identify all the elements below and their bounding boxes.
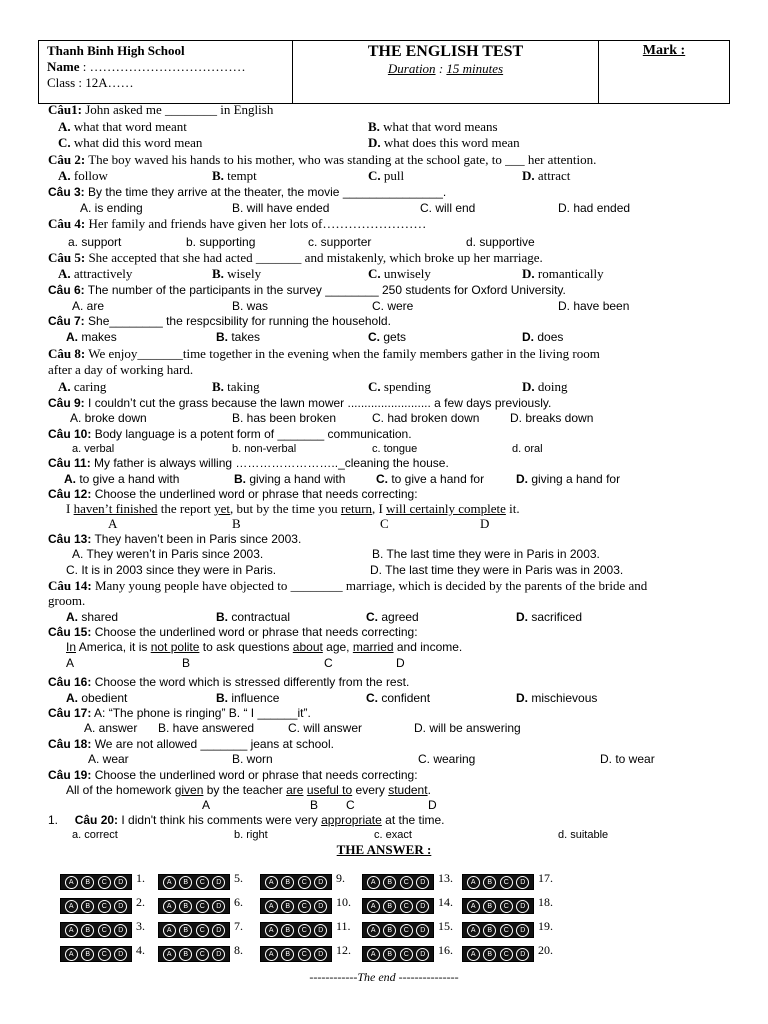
- q1-option-b: B. what that word means: [368, 119, 498, 134]
- answer-bubble[interactable]: B: [81, 900, 94, 913]
- answer-bubble[interactable]: C: [196, 876, 209, 889]
- q20-option-a: a. correct: [72, 829, 118, 841]
- q4-option-c: c. supporter: [308, 235, 372, 249]
- q13-option-c: C. It is in 2003 since they were in Paris.: [66, 563, 277, 577]
- answer-bubble[interactable]: A: [467, 948, 480, 961]
- answer-number: 3.: [136, 919, 145, 933]
- q4-option-b: b. supporting: [186, 235, 256, 249]
- q9-option-c: C. had broken down: [372, 411, 480, 425]
- question-2: Câu 2: The boy waved his hands to his mother, who was standing at the school gate, to ___ her attention.: [48, 152, 597, 167]
- answer-bubble[interactable]: D: [416, 876, 429, 889]
- answer-bubble[interactable]: D: [416, 948, 429, 961]
- q14-option-b: B. contractual: [216, 610, 291, 624]
- question-14: Câu 14: Many young people have objected to ________ marriage, which is decided by the parents of the bride and: [48, 578, 648, 593]
- answer-bubble[interactable]: B: [383, 876, 396, 889]
- answer-bubble-group[interactable]: [158, 898, 230, 914]
- answer-bubble[interactable]: D: [516, 948, 529, 961]
- q19-label-a: A: [202, 798, 211, 812]
- student-info: [39, 41, 293, 103]
- answer-bubble[interactable]: C: [98, 948, 111, 961]
- q10-option-b: b. non-verbal: [232, 443, 297, 455]
- name-line: Name : ………………………………: [47, 59, 246, 74]
- answer-bubble[interactable]: B: [179, 924, 192, 937]
- q17-option-d: D. will be answering: [414, 721, 521, 735]
- q12-label-a: A: [108, 516, 118, 531]
- question-5: Câu 5: She accepted that she had acted _______ and mistakenly, which broke up her marriage.: [48, 250, 543, 265]
- q3-option-a: A. is ending: [80, 201, 143, 215]
- answer-bubble-group[interactable]: [260, 946, 332, 962]
- answer-bubble-group[interactable]: [362, 946, 434, 962]
- q5-option-d: D. romantically: [522, 266, 604, 281]
- q6-option-d: D. have been: [558, 299, 630, 313]
- answer-bubble[interactable]: A: [163, 948, 176, 961]
- q9-option-b: B. has been broken: [232, 411, 337, 425]
- q15-label-d: D: [396, 656, 405, 670]
- question-14-cont: groom.: [48, 593, 86, 608]
- answer-bubble[interactable]: D: [314, 948, 327, 961]
- answer-bubble[interactable]: A: [265, 900, 278, 913]
- answer-bubble[interactable]: A: [163, 900, 176, 913]
- q20-option-d: d. suitable: [558, 829, 609, 841]
- answer-bubble-group[interactable]: [158, 874, 230, 890]
- answer-bubble[interactable]: C: [500, 876, 513, 889]
- q6-option-b: B. was: [232, 299, 269, 313]
- q17-option-b: B. have answered: [158, 721, 255, 735]
- answer-bubble[interactable]: D: [416, 900, 429, 913]
- q15-label-a: A: [66, 656, 75, 670]
- q2-option-d: D. attract: [522, 168, 571, 183]
- answer-bubble[interactable]: D: [212, 876, 225, 889]
- answer-number: 11.: [336, 919, 351, 933]
- answer-bubble[interactable]: B: [383, 948, 396, 961]
- answer-bubble[interactable]: D: [516, 876, 529, 889]
- answer-bubble[interactable]: C: [298, 948, 311, 961]
- q17-option-a: A. answer: [84, 721, 138, 735]
- title-cell: [293, 41, 599, 103]
- q9-option-a: A. broke down: [70, 411, 147, 425]
- class-line: Class : 12A……: [47, 75, 134, 90]
- q11-option-b: B. giving a hand with: [234, 472, 346, 486]
- answer-bubble[interactable]: A: [65, 876, 78, 889]
- answer-bubble[interactable]: D: [114, 900, 127, 913]
- q10-option-a: a. verbal: [72, 443, 115, 455]
- answer-bubble[interactable]: C: [196, 948, 209, 961]
- q12-label-b: B: [232, 516, 241, 531]
- answer-bubble[interactable]: B: [179, 900, 192, 913]
- q14-option-d: D. sacrificed: [516, 610, 583, 624]
- answer-bubble[interactable]: A: [163, 876, 176, 889]
- q9-option-d: D. breaks down: [510, 411, 594, 425]
- q16-option-b: B. influence: [216, 691, 280, 705]
- answer-bubble[interactable]: C: [500, 948, 513, 961]
- question-1: Câu1: John asked me ________ in English: [48, 102, 274, 117]
- school-name: Thanh Binh High School: [47, 43, 185, 58]
- answer-number: 7.: [234, 919, 243, 933]
- q1-option-a: A. what that word meant: [58, 119, 187, 134]
- question-3: Câu 3: By the time they arrive at the theater, the movie _______________.: [48, 185, 447, 199]
- q2-option-b: B. tempt: [212, 168, 257, 183]
- q15-sentence: In America, it is not polite to ask questions about age, married and income.: [66, 640, 463, 654]
- answer-bubble[interactable]: A: [367, 948, 380, 961]
- answer-bubble[interactable]: D: [314, 876, 327, 889]
- question-18: Câu 18: We are not allowed _______ jeans at school.: [48, 737, 334, 751]
- answer-number: 10.: [336, 895, 351, 909]
- q14-option-c: C. agreed: [366, 610, 419, 624]
- q18-option-b: B. worn: [232, 752, 273, 766]
- q18-option-c: C. wearing: [418, 752, 476, 766]
- q10-option-d: d. oral: [512, 443, 543, 455]
- q12-label-d: D: [480, 516, 490, 531]
- question-19: Câu 19: Choose the underlined word or phrase that needs correcting:: [48, 768, 418, 782]
- answer-bubble-group[interactable]: [260, 874, 332, 890]
- answer-number: 15.: [438, 919, 453, 933]
- answer-number: 13.: [438, 871, 453, 885]
- q2-option-a: A. follow: [58, 168, 108, 183]
- answer-number: 4.: [136, 943, 145, 957]
- answer-bubble[interactable]: C: [400, 876, 413, 889]
- end-text: ------------The end ---------------: [309, 970, 459, 984]
- q3-option-c: C. will end: [420, 201, 476, 215]
- answer-number: 16.: [438, 943, 453, 957]
- question-15: Câu 15: Choose the underlined word or phrase that needs correcting:: [48, 625, 418, 639]
- q14-option-a: A. shared: [66, 610, 119, 624]
- answer-bubble[interactable]: B: [383, 900, 396, 913]
- answer-bubble[interactable]: B: [81, 948, 94, 961]
- q18-option-d: D. to wear: [600, 752, 655, 766]
- q11-option-c: C. to give a hand for: [376, 472, 485, 486]
- answer-bubble[interactable]: A: [163, 924, 176, 937]
- answer-bubble[interactable]: A: [265, 924, 278, 937]
- answer-bubble[interactable]: B: [281, 948, 294, 961]
- q12-label-c: C: [380, 516, 389, 531]
- answer-number: 14.: [438, 895, 453, 909]
- answer-bubble-group[interactable]: [60, 922, 132, 938]
- question-4: Câu 4: Her family and friends have given her lots of……………………: [48, 216, 427, 231]
- answer-bubble[interactable]: A: [467, 924, 480, 937]
- answer-bubble[interactable]: A: [467, 900, 480, 913]
- answer-bubble[interactable]: B: [383, 924, 396, 937]
- q5-option-c: C. unwisely: [368, 266, 431, 281]
- answer-bubble-group[interactable]: [158, 946, 230, 962]
- q1-option-d: D. what does this word mean: [368, 135, 520, 150]
- q15-label-c: C: [324, 656, 333, 670]
- q13-option-a: A. They weren’t in Paris since 2003.: [72, 547, 264, 561]
- q7-option-d: D. does: [522, 330, 564, 344]
- answer-bubble-group[interactable]: [462, 874, 534, 890]
- answer-number: 17.: [538, 871, 553, 885]
- q8-option-a: A. caring: [58, 379, 107, 394]
- answer-bubble[interactable]: C: [98, 900, 111, 913]
- q20-option-b: b. right: [234, 829, 268, 841]
- q11-option-a: A. to give a hand with: [64, 472, 180, 486]
- answer-bubble[interactable]: A: [65, 948, 78, 961]
- answer-bubble-group[interactable]: [462, 922, 534, 938]
- q5-option-a: A. attractively: [58, 266, 133, 281]
- answer-bubble-group[interactable]: [462, 946, 534, 962]
- answer-bubble[interactable]: B: [179, 948, 192, 961]
- answer-number: 5.: [234, 871, 243, 885]
- answer-bubble[interactable]: A: [265, 876, 278, 889]
- answer-bubble[interactable]: C: [298, 876, 311, 889]
- answer-bubble-group[interactable]: [362, 922, 434, 938]
- answer-number: 9.: [336, 871, 345, 885]
- q2-option-c: C. pull: [368, 168, 405, 183]
- q13-option-d: D. The last time they were in Paris was in 2003.: [370, 563, 624, 577]
- q19-sentence: All of the homework given by the teacher are useful to every student.: [66, 783, 431, 797]
- question-9: Câu 9: I couldn’t cut the grass because the lawn mower ......................... a few days previously.: [48, 396, 552, 410]
- answer-bubble[interactable]: D: [314, 900, 327, 913]
- answer-bubble[interactable]: C: [298, 924, 311, 937]
- question-7: Câu 7: She________ the respсsibility for running the household.: [48, 314, 391, 328]
- answer-bubble[interactable]: D: [516, 924, 529, 937]
- q16-option-a: A. obedient: [66, 691, 128, 705]
- q7-option-c: C. gets: [368, 330, 407, 344]
- answer-bubble[interactable]: A: [65, 900, 78, 913]
- answer-bubble[interactable]: C: [500, 924, 513, 937]
- q8-option-c: C. spending: [368, 379, 431, 394]
- answer-bubble[interactable]: B: [179, 876, 192, 889]
- answer-bubble[interactable]: C: [98, 924, 111, 937]
- answer-number: 18.: [538, 895, 553, 909]
- q7-option-a: A. makes: [66, 330, 117, 344]
- answer-bubble[interactable]: C: [400, 948, 413, 961]
- answer-bubble[interactable]: D: [314, 924, 327, 937]
- q16-option-c: C. confident: [366, 691, 431, 705]
- answer-bubble[interactable]: D: [212, 948, 225, 961]
- answer-bubble[interactable]: A: [265, 948, 278, 961]
- answer-bubble-group[interactable]: [60, 874, 132, 890]
- q19-label-d: D: [428, 798, 437, 812]
- q12-sentence: I haven’t finished the report yet, but by the time you return, I will certainly complete it.: [66, 501, 520, 516]
- answer-bubble-group[interactable]: [362, 898, 434, 914]
- question-17: Câu 17: A: “The phone is ringing” B. “ I ______it”.: [48, 706, 311, 720]
- q11-option-d: D. giving a hand for: [516, 472, 621, 486]
- answer-bubble[interactable]: D: [212, 900, 225, 913]
- answer-bubble[interactable]: B: [483, 876, 496, 889]
- q6-option-c: C. were: [372, 299, 414, 313]
- answer-number: 19.: [538, 919, 553, 933]
- q17-option-c: C. will answer: [288, 721, 363, 735]
- question-13: Câu 13: They haven’t been in Paris since 2003.: [48, 532, 302, 546]
- answer-bubble[interactable]: A: [367, 900, 380, 913]
- answer-bubble-group[interactable]: [158, 922, 230, 938]
- test-title: THE ENGLISH TEST: [367, 43, 524, 60]
- answer-bubble-group[interactable]: [260, 922, 332, 938]
- duration: Duration : 15 minutes: [387, 61, 504, 76]
- answer-bubble[interactable]: B: [281, 924, 294, 937]
- answer-bubble[interactable]: A: [367, 924, 380, 937]
- mark-cell: Mark :: [642, 43, 686, 58]
- q7-option-b: B. takes: [216, 330, 261, 344]
- q4-option-d: d. supportive: [466, 235, 535, 249]
- q6-option-a: A. are: [72, 299, 105, 313]
- question-11: Câu 11: My father is always willing …………………….._cleaning the house.: [48, 456, 449, 470]
- question-16: Câu 16: Choose the word which is stressed differently from the rest.: [48, 675, 410, 689]
- q20-option-c: c. exact: [374, 829, 412, 841]
- answer-bubble[interactable]: D: [416, 924, 429, 937]
- q15-label-b: B: [182, 656, 191, 670]
- answer-bubble[interactable]: B: [81, 876, 94, 889]
- answer-bubble[interactable]: B: [281, 900, 294, 913]
- answer-number: 1.: [136, 871, 145, 885]
- answer-bubble[interactable]: D: [212, 924, 225, 937]
- answer-bubble[interactable]: D: [114, 948, 127, 961]
- answer-bubble-group[interactable]: [362, 874, 434, 890]
- q18-option-a: A. wear: [88, 752, 129, 766]
- q10-option-c: c. tongue: [372, 443, 418, 455]
- question-10: Câu 10: Body language is a potent form of _______ communication.: [48, 427, 412, 441]
- q4-option-a: a. support: [68, 235, 122, 249]
- q8-option-b: B. taking: [212, 379, 260, 394]
- answer-title: THE ANSWER :: [336, 842, 432, 857]
- q8-option-d: D. doing: [522, 379, 568, 394]
- answer-bubble[interactable]: C: [400, 924, 413, 937]
- question-20: 1. Câu 20: I didn't think his comments were very appropriate at the time.: [48, 813, 445, 827]
- q1-option-c: C. what did this word mean: [58, 135, 203, 150]
- answer-bubble[interactable]: A: [65, 924, 78, 937]
- answer-number: 6.: [234, 895, 243, 909]
- answer-bubble[interactable]: D: [114, 876, 127, 889]
- answer-bubble[interactable]: C: [98, 876, 111, 889]
- answer-bubble[interactable]: B: [281, 876, 294, 889]
- answer-bubble[interactable]: B: [81, 924, 94, 937]
- answer-bubble[interactable]: B: [483, 948, 496, 961]
- answer-number: 2.: [136, 895, 145, 909]
- q3-option-d: D. had ended: [558, 201, 631, 215]
- answer-bubble-group[interactable]: [260, 898, 332, 914]
- answer-bubble[interactable]: A: [467, 876, 480, 889]
- answer-bubble[interactable]: C: [400, 900, 413, 913]
- answer-bubble-group[interactable]: [60, 946, 132, 962]
- answer-number: 20.: [538, 943, 553, 957]
- answer-number: 12.: [336, 943, 351, 957]
- answer-bubble[interactable]: D: [114, 924, 127, 937]
- answer-bubble-group[interactable]: [462, 898, 534, 914]
- question-8-cont: after a day of working hard.: [48, 362, 194, 377]
- test-header: [38, 40, 730, 104]
- answer-bubble-group[interactable]: [60, 898, 132, 914]
- answer-bubble[interactable]: D: [516, 900, 529, 913]
- question-6: Câu 6: The number of the participants in the survey ________ 250 students for Oxford University.: [48, 283, 566, 297]
- answer-bubble[interactable]: B: [483, 924, 496, 937]
- answer-bubble[interactable]: A: [367, 876, 380, 889]
- answer-bubble[interactable]: C: [196, 924, 209, 937]
- q19-label-c: C: [346, 798, 355, 812]
- question-8: Câu 8: We enjoy_______time together in the evening when the family members gather in the living room: [48, 346, 600, 361]
- question-12: Câu 12: Choose the underlined word or phrase that needs correcting:: [48, 487, 418, 501]
- q13-option-b: B. The last time they were in Paris in 2003.: [372, 547, 600, 561]
- answer-bubble[interactable]: C: [500, 900, 513, 913]
- answer-number: 8.: [234, 943, 243, 957]
- q5-option-b: B. wisely: [212, 266, 262, 281]
- answer-bubble[interactable]: C: [196, 900, 209, 913]
- q19-label-b: B: [310, 798, 319, 812]
- answer-bubble[interactable]: B: [483, 900, 496, 913]
- q3-option-b: B. will have ended: [232, 201, 330, 215]
- answer-bubble[interactable]: C: [298, 900, 311, 913]
- q16-option-d: D. mischievous: [516, 691, 598, 705]
